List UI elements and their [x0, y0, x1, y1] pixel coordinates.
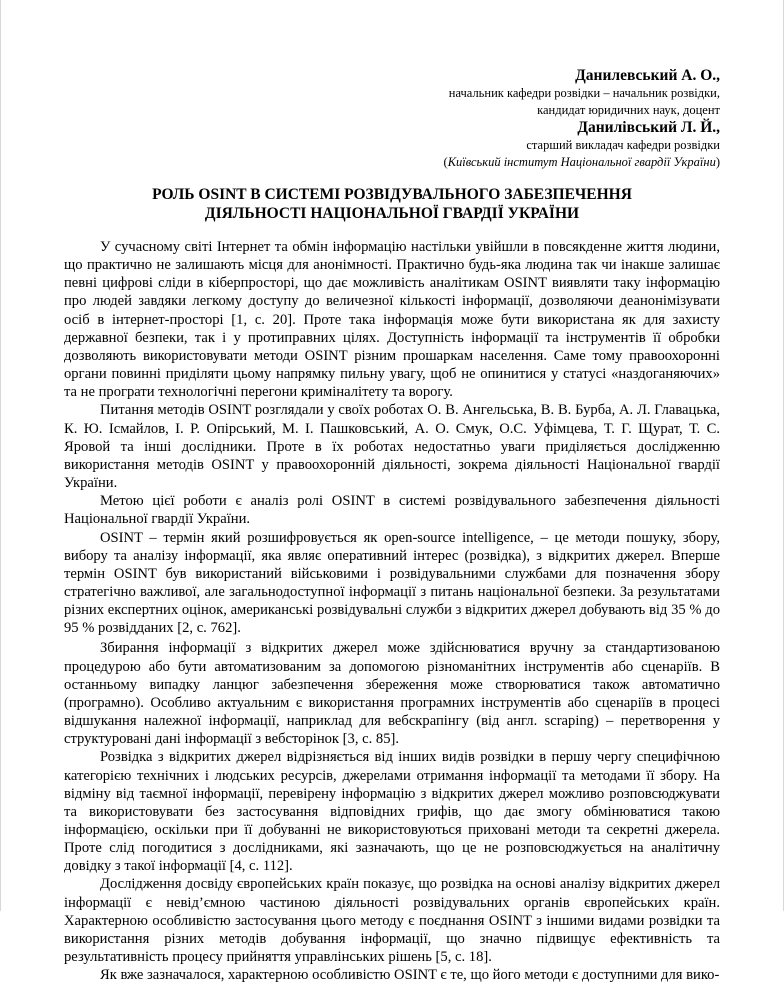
paper-title-line-2: ДІЯЛЬНОСТІ НАЦІОНАЛЬНОЇ ГВАРДІЇ УКРАЇНИ: [204, 205, 580, 222]
author-position-2a: старший викладач кафедри розвідки: [526, 138, 720, 152]
paper-body: [64, 238, 720, 984]
affiliation-close-paren: ): [715, 154, 720, 169]
paragraph-7: Дослідження досвіду європейських країн показує, що розвідка на основі аналізу відкритих джерел інформації є невід’ємною частиною діяльності розвідувальних органів європейських країн. Характерною особливістю застосування цього методу є поєднання OSINT з іншими видами розвідки та використання різних методів добування інформації, що значно підвищує ефективність та результативність процесу прийняття управлінських рішень [5, с. 18].: [64, 876, 720, 966]
author-affiliation: [64, 154, 720, 171]
author-position-1a: начальник кафедри розвідки – начальник розвідки,: [448, 86, 720, 100]
affiliation-open-paren: (: [443, 154, 448, 169]
author-block: [64, 66, 720, 170]
paper-title-line-1: РОЛЬ OSINT В СИСТЕМІ РОЗВІДУВАЛЬНОГО ЗАБЕЗПЕЧЕННЯ: [152, 186, 632, 203]
author-position-1b: кандидат юридичних наук, доцент: [537, 102, 720, 117]
paragraph-4: OSINT – термін який розшифровується як open-source intelligence, – це методи пошуку, збору, вибору та аналізу інформації, яка являє оперативний інтерес (розвідка), з відкритих джерел. Вперше термін OSINT був використаний військовими і розвідувальними службами для позначення збору стратегічно важливої, але загальнодоступної інформації з питань національної безпеки. За результатами різних експертних оцінок, американські розвідувальні служби з відкритих джерел добувають від 35 % до 95 % розвідданих [2, с. 762].: [64, 529, 720, 637]
paragraph-6: Розвідка з відкритих джерел відрізняється від інших видів розвідки в першу чергу специфічною категорією технічних і людських ресурсів, джерелами отримання інформації та методами її збору. На відміну від таємної інформації, перевірену інформацію з відкритих джерел можливо розповсюджувати та використовувати без застосування відповідних грифів, що дає змогу обмінюватися такою інформацією, оскільки при її добуванні не використовуються приховані методи та секретні джерела. Проте слід погодитися з дослідниками, які зазначають, що це не розповсюджується на аналітичну довідку з такої інформації [4, с. 112].: [64, 749, 720, 875]
author-name-1: Данилевський А. О.,: [575, 67, 720, 84]
affiliation-name: Київський інститут Національної гвардії України: [447, 154, 716, 169]
paragraph-8: Як вже зазначалося, характерною особливістю OSINT є те, що його методи є доступними для вико-: [100, 967, 720, 984]
paragraph-3: Метою цієї роботи є аналіз ролі OSINT в системі розвідувального забезпечення діяльності Національної гвардії України.: [64, 493, 720, 528]
paragraph-2: Питання методів OSINT розглядали у своїх роботах О. В. Ангельська, В. В. Бурба, А. Л. Главацька, К. Ю. Ісмайлов, І. Р. Опірський, М. І. Пашковський, А. О. Смук, О.С. Уфімцева, Т. Г. Щурат, Т. С. Яровой та інші дослідники. Проте в їх роботах недостатньо уваги приділяється дослідженню використання методів OSINT у правоохоронній діяльності, зокрема діяльності Національної гвардії України.: [64, 402, 720, 492]
page-edge-left: [0, 0, 1, 911]
author-name-2: Данилівський Л. Й.,: [577, 119, 720, 136]
paragraph-1: У сучасному світі Інтернет та обмін інформацію настільки увійшли в повсякденне життя людини, що практично не залишають місця для анонімності. Практично будь-яка людина так чи інакше залишає певні цифрові сліди в кіберпросторі, що дає можливість аналітикам OSINT виявляти таку інформацію про людей завдяки легкому доступу до величезної кількості інформації, дозволяючи деанонімізувати осіб в інтернет-просторі [1, с. 20]. Проте така інформація може бути використана як для захисту державної безпеки, так і у протиправних цілях. Доступність інформації та інструментів її обробки дозволяють використовувати методи OSINT різним прошаркам населення. Саме тому правоохоронні органи повинні приділяти цьому напрямку пильну увагу, щоб не опинитися у статусі «наздоганяючих» та не програти технологічні перегони криміналітету та ворогу.: [64, 239, 720, 401]
paragraph-5: Збирання інформації з відкритих джерел може здійснюватися вручну за стандартизованою процедурою або бути автоматизованим за допомогою різноманітних інструментів або сценаріїв. В останньому випадку ланцюг забезпечення збереження може створюватися також автоматично (програмно). Особливо актуальним є використання програмних інструментів або сценаріїв в процесі відшукання належної інформації, наприклад для вебскрапінгу (від англ. scraping) – перетворення у структуровані дані інформації з вебсторінок [3, с. 85].: [64, 640, 720, 748]
paper-title: [64, 185, 720, 223]
